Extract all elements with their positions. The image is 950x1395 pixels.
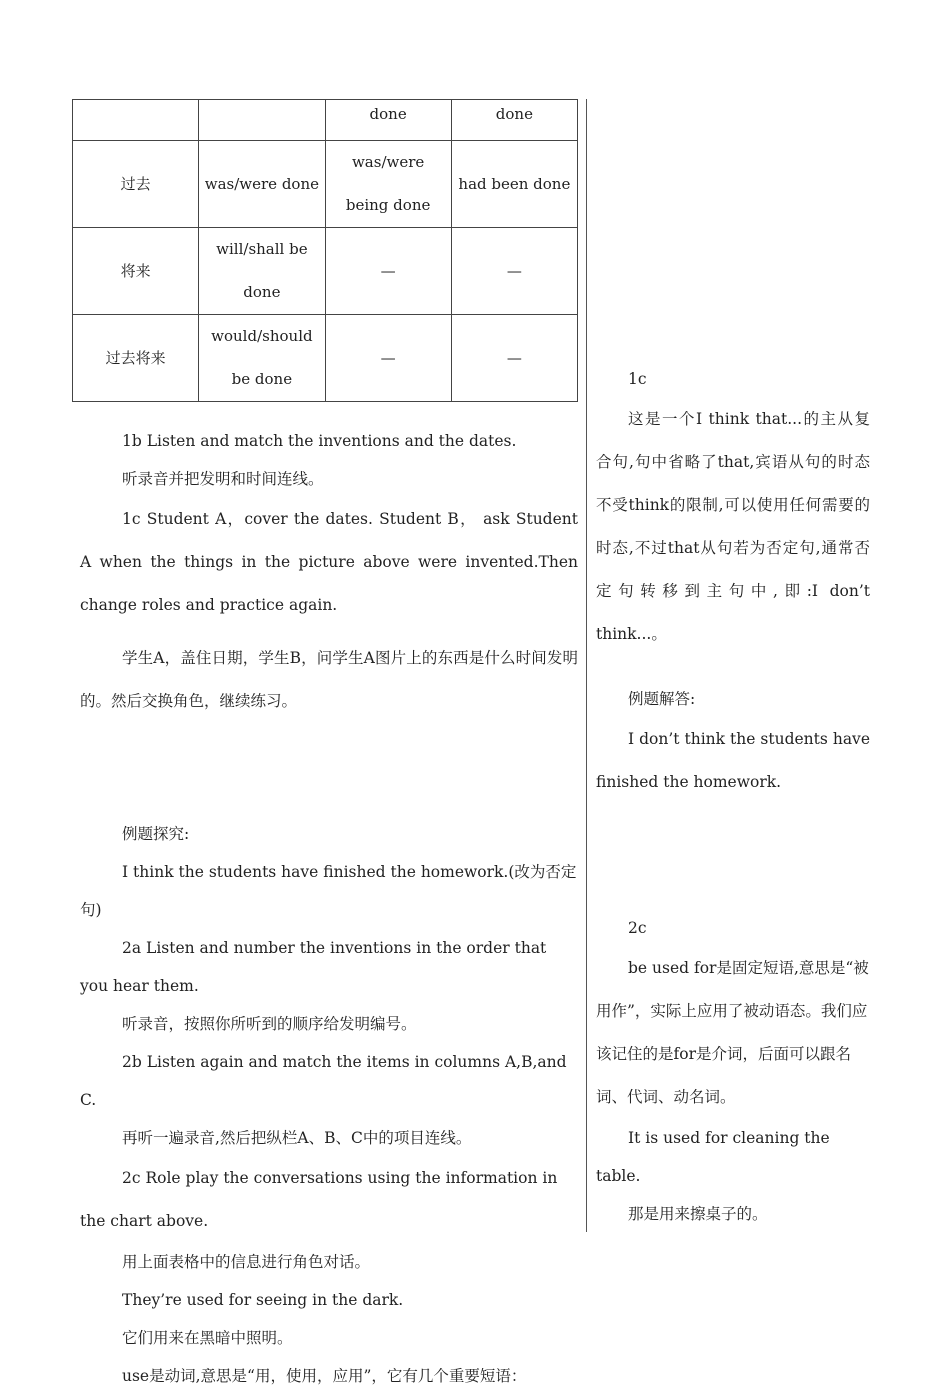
paragraph: 1b Listen and match the inventions and the dates. [122, 432, 517, 450]
paragraph: 用上面表格中的信息进行角色对话。 [122, 1253, 371, 1271]
table-cell: was/were being done [325, 141, 451, 228]
table-cell: will/shall be done [199, 228, 325, 315]
table-cell [73, 100, 199, 141]
paragraph: I think the students have finished the homework.(改为否定句) [80, 863, 577, 919]
paragraph: 听录音并把发明和时间连线。 [122, 470, 324, 488]
paragraph: 2b Listen again and match the items in columns A,B,and C. [80, 1053, 567, 1109]
table-row [73, 315, 578, 402]
paragraph: I don’t think the students have finished the homework. [596, 730, 870, 791]
paragraph: 学生A，盖住日期，学生B，问学生A图片上的东西是什么时间发明的。然后交换角色，继续练习。 [80, 649, 578, 710]
paragraph: 例题探究: [122, 825, 190, 843]
table-cell: was/were done [199, 141, 325, 228]
table-cell: — [451, 315, 577, 402]
table-cell [199, 100, 325, 141]
tense-table [72, 99, 578, 402]
table-cell: — [451, 228, 577, 315]
table-row [73, 228, 578, 315]
section-label: 2c [628, 919, 647, 937]
table-cell: done [325, 100, 451, 141]
table-cell: 过去 [73, 141, 199, 228]
paragraph: 它们用来在黑暗中照明。 [122, 1329, 293, 1347]
section-label: 1c [628, 370, 647, 388]
paragraph: 1c Student A，cover the dates. Student B， ask Student A when the things in the picture above were invented.Then change roles and practice again. [80, 510, 578, 614]
table-row [73, 141, 578, 228]
paragraph: 2c Role play the conversations using the information in the chart above. [80, 1169, 558, 1230]
table-cell: — [325, 228, 451, 315]
paragraph: 那是用来擦桌子的。 [628, 1205, 768, 1223]
paragraph: They’re used for seeing in the dark. [122, 1291, 404, 1309]
table-cell: had been done [451, 141, 577, 228]
table-cell: — [325, 315, 451, 402]
paragraph: It is used for cleaning the table. [596, 1129, 830, 1185]
column-divider [586, 99, 587, 1232]
paragraph: 2a Listen and number the inventions in the order that you hear them. [80, 939, 547, 995]
paragraph: use是动词,意思是“用，使用，应用”，它有几个重要短语： [122, 1367, 527, 1385]
paragraph: 例题解答: [628, 690, 696, 708]
paragraph: be used for是固定短语,意思是“被用作”，实际上应用了被动语态。我们应该记住的是for是介词，后面可以跟名词、代词、动名词。 [596, 959, 869, 1106]
table-cell: 过去将来 [73, 315, 199, 402]
table-cell: done [451, 100, 577, 141]
right-column [596, 360, 870, 1233]
table-cell: 将来 [73, 228, 199, 315]
paragraph: 听录音，按照你所听到的顺序给发明编号。 [122, 1015, 417, 1033]
paragraph: 这是一个I think that...的主从复合句,句中省略了that,宾语从句的时态不受think的限制,可以使用任何需要的时态,不过that从句若为否定句,通常否定句转移到主句中,即:I don’t think...。 [596, 410, 870, 643]
table-row [73, 100, 578, 141]
paragraph: 再听一遍录音,然后把纵栏A、B、C中的项目连线。 [122, 1129, 472, 1147]
table-cell: would/should be done [199, 315, 325, 402]
left-column [72, 99, 578, 1395]
